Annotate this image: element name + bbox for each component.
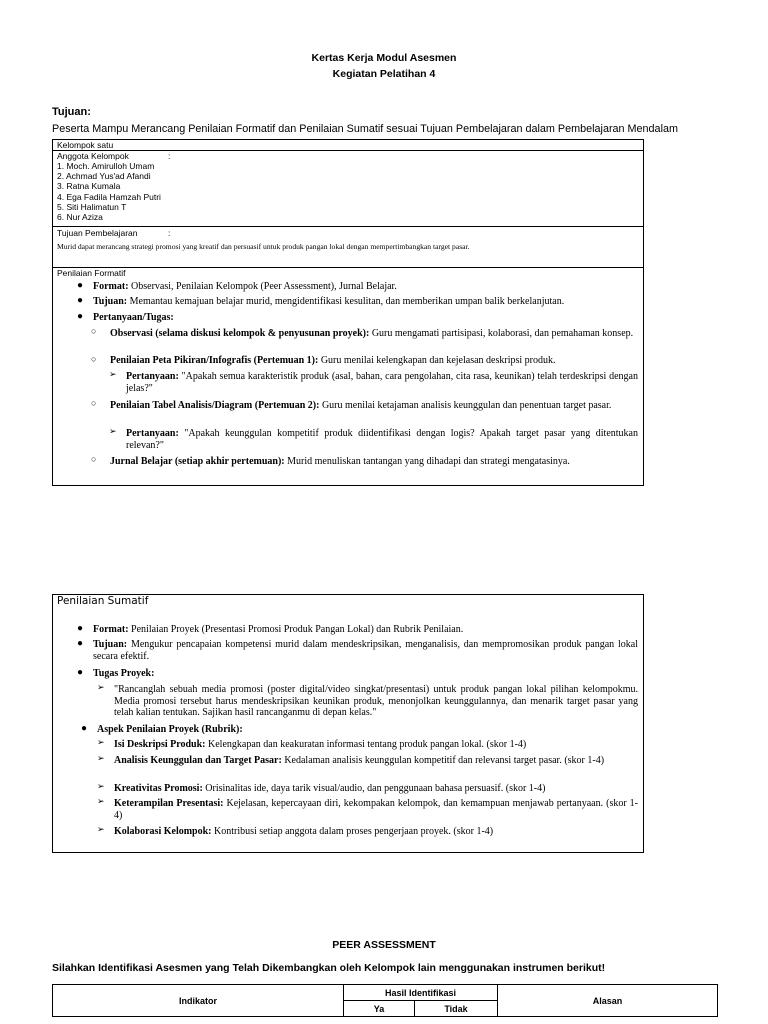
peer-table [52,984,718,1017]
formatif-pertanyaan: Pertanyaan/Tugas: [93,312,174,323]
sumatif-tujuan: Tujuan: Mengukur pencapaian kompetensi murid dalam mendeskripsikan, menganalisis, dan mempromosikan produk pangan lokal secara efektif. [93,639,638,662]
rubrik-item-analisis: Analisis Keunggulan dan Target Pasar: Kedalaman analisis keunggulan kompetitif dan relevansi target pasar. (skor 1-4) [114,755,605,766]
page-subtitle: Kegiatan Pelatihan 4 [332,68,436,80]
tujuan-text: Peserta Mampu Merancang Penilaian Formatif dan Penilaian Sumatif sesuai Tujuan Pembelajaran dalam Pembelajaran Mendalam [52,123,678,135]
circle-bullet-icon: ○ [91,398,97,408]
bullet-icon: ● [77,311,84,322]
sumatif-tugas-text: "Rancanglah sebuah media promosi (poster digital/video singkat/presentasi) untuk produk pangan lokal pilihan kelompokmu. Media promosi tersebut harus mendeskripsikan keunikan produk, menonjolkan keunggulannya, dan menarik target pasar yang telah kalian tentukan. Sajikan hasil rancanganmu di depan kelas." [114,684,638,718]
tujuan-label: Tujuan: [52,106,91,118]
list-item: 2. Achmad Yus'ad Afandi [57,171,151,182]
bullet-icon: ● [77,280,84,291]
arrow-bullet-icon: ➢ [97,682,105,692]
bullet-icon: ● [77,295,84,306]
peer-title: PEER ASSESSMENT [332,939,436,951]
arrow-bullet-icon: ➢ [109,426,117,436]
sumatif-label: Penilaian Sumatif [57,595,149,607]
formatif-tujuan: Tujuan: Memantau kemajuan belajar murid, mengidentifikasi kesulitan, dan memberikan umpan balik berkelanjutan. [93,296,565,307]
list-item: 5. Siti Halimatun T [57,201,127,212]
bullet-icon: ● [77,638,84,649]
kelompok-label: Kelompok satu [57,140,114,150]
formatif-label: Penilaian Formatif [57,268,126,278]
arrow-bullet-icon: ➢ [109,369,117,379]
list-item: 6. Nur Aziza [57,212,103,223]
anggota-label: Anggota Kelompok [57,151,129,161]
rubrik-item-presentasi: Keterampilan Presentasi: Kejelasan, kepercayaan diri, kekompakan kelompok, dan kemampuan menjawab pertanyaan. (skor 1-4) [114,798,638,821]
arrow-bullet-icon: ➢ [97,737,105,747]
bullet-icon: ● [77,667,84,678]
formatif-table [52,139,644,486]
formatif-jurnal: Jurnal Belajar (setiap akhir pertemuan): Murid menuliskan tantangan yang dihadapi dan strategi mengatasinya. [110,456,570,467]
formatif-tabel-pertanyaan: Pertanyaan: "Apakah keunggulan kompetitif produk diidentifikasi dengan logis? Apakah target pasar yang ditentukan relevan?" [126,428,638,451]
sumatif-format: Format: Penilaian Proyek (Presentasi Promosi Produk Pangan Lokal) dan Rubrik Penilaian. [93,624,464,635]
arrow-bullet-icon: ➢ [97,781,105,791]
col-alasan: Alasan [498,985,718,1017]
anggota-colon: : [168,151,171,161]
arrow-bullet-icon: ➢ [97,796,105,806]
page-title: Kertas Kerja Modul Asesmen [311,52,457,64]
formatif-tabel: Penilaian Tabel Analisis/Diagram (Pertemuan 2): Guru menilai ketajaman analisis keunggulan dan penentuan target pasar. [110,400,612,411]
col-ya: Ya [344,1001,415,1017]
member-list [57,161,161,222]
col-tidak: Tidak [415,1001,498,1017]
arrow-bullet-icon: ➢ [97,753,105,763]
circle-bullet-icon: ○ [91,326,97,336]
tp-label: Tujuan Pembelajaran [57,228,138,238]
bullet-icon: ● [81,723,88,734]
sumatif-box [52,594,644,853]
arrow-bullet-icon: ➢ [97,824,105,834]
tp-text: Murid dapat merancang strategi promosi yang kreatif dan persuasif untuk produk pangan lokal dengan mempertimbangkan target pasar. [57,242,470,251]
rubrik-item-kreativitas: Kreativitas Promosi: Orisinalitas ide, daya tarik visual/audio, dan penggunaan bahasa persuasif. (skor 1-4) [114,783,546,794]
list-item: 3. Ratna Kumala [57,181,121,192]
circle-bullet-icon: ○ [91,354,97,364]
formatif-format: Format: Observasi, Penilaian Kelompok (Peer Assessment), Jurnal Belajar. [93,281,397,292]
list-item: 4. Ega Fadila Hamzah Putri [57,191,161,202]
col-hasil: Hasil Identifikasi [344,985,498,1001]
rubrik-item-isi: Isi Deskripsi Produk: Kelengkapan dan keakuratan informasi tentang produk pangan lokal. (skor 1-4) [114,739,527,750]
col-indikator: Indikator [53,985,344,1017]
formatif-peta: Penilaian Peta Pikiran/Infografis (Pertemuan 1): Guru menilai kelengkapan dan kejelasan deskripsi produk. [110,355,556,366]
rubrik-item-kolaborasi: Kolaborasi Kelompok: Kontribusi setiap anggota dalam proses pengerjaan proyek. (skor 1-4) [114,826,494,837]
circle-bullet-icon: ○ [91,454,97,464]
formatif-observasi: Observasi (selama diskusi kelompok & penyusunan proyek): Guru mengamati partisipasi, kolaborasi, dan pemahaman konsep. [110,328,634,339]
sumatif-tugas-label: Tugas Proyek: [93,668,155,679]
tp-colon: : [168,228,171,238]
sumatif-aspek: Aspek Penilaian Proyek (Rubrik): [97,724,243,735]
bullet-icon: ● [77,623,84,634]
list-item: 1. Moch. Amirulloh Umam [57,161,155,171]
peer-instruction: Silahkan Identifikasi Asesmen yang Telah Dikembangkan oleh Kelompok lain menggunakan instrumen berikut! [52,962,606,974]
formatif-peta-pertanyaan: Pertanyaan: "Apakah semua karakteristik produk (asal, bahan, cara pengolahan, cita rasa, keunikan) telah terdeskripsi dengan jelas?" [126,371,638,394]
